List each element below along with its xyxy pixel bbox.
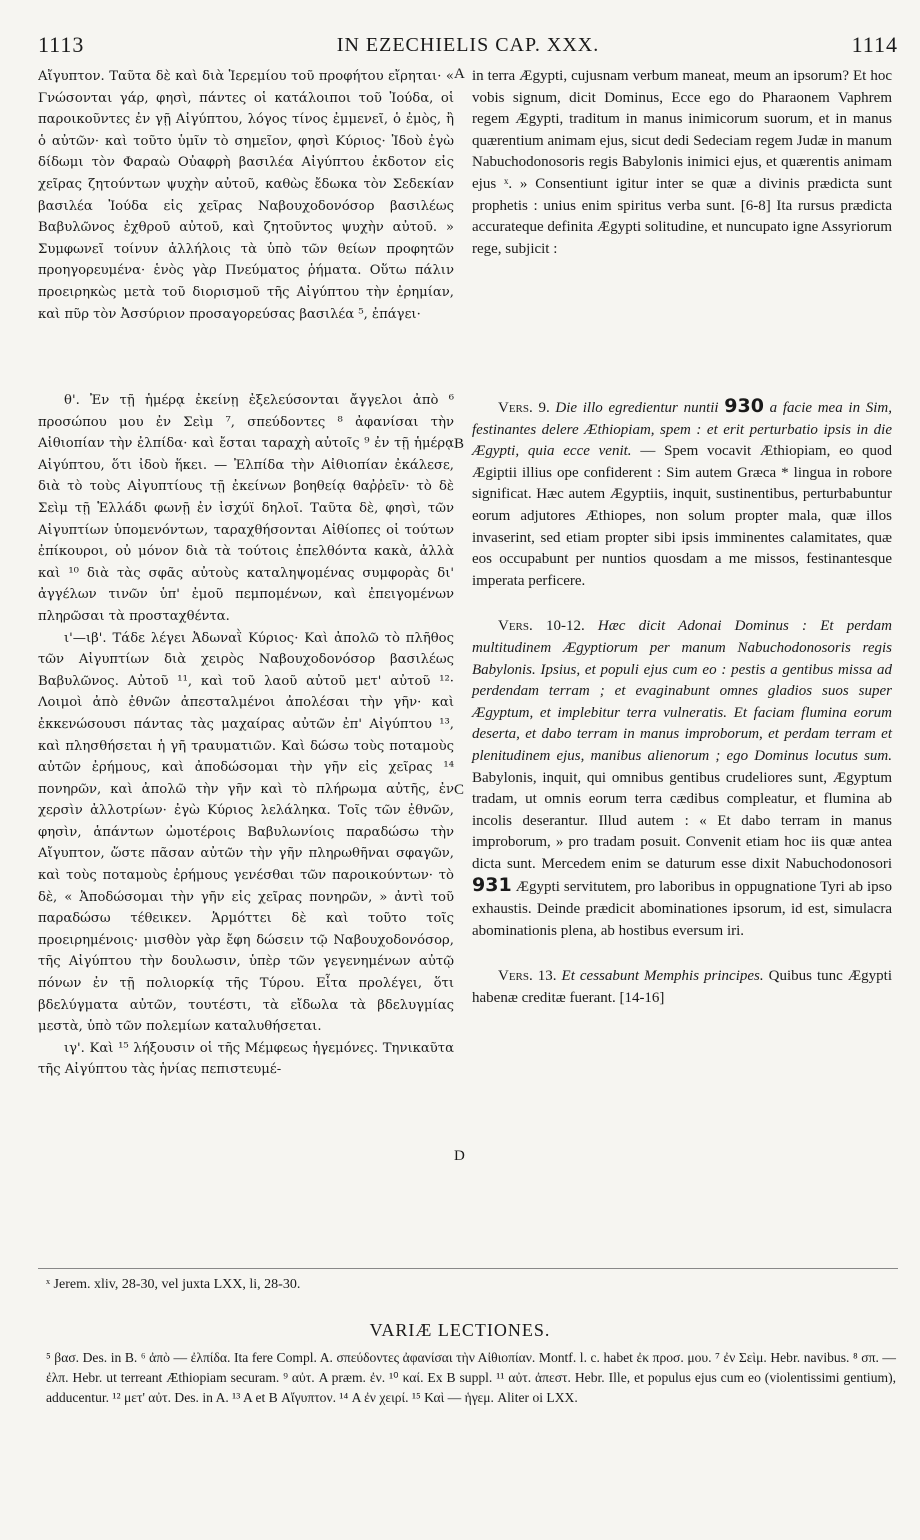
margin-letter-b: B [454,436,465,452]
verse-9-label: Vers. 9. [498,400,550,416]
verse-10-12-label: Vers. 10-12. [498,618,585,635]
greek-verse-9: θ'. Ἐν τῇ ἡμέρᾳ ἐκείνῃ ἐξελεύσονται ἄγγελοι ἀπὸ ⁶ προσώπου μου ἐν Σεὶμ ⁷, σπεύδοντες ⁸ ἀφανίσαι τὴν Αἰθιοπίαν τὴν ἐλπίδα· καὶ ἔσται ταραχὴ αὐτοῖς ⁹ ἐν τῇ ἡμέρᾳ Αἰγύπτου, ὅτι ἰδοὺ ἥκει. — Ἐλπίδα τὴν Αἰθιοπίαν ἐκάλεσε, διὰ τὸ τοὺς Αἰγυπτίους τῇ ἐκείνων βοηθείᾳ θαῤῥεῖν· τὸ δὲ Σεὶμ τῇ Ἑλλάδι φωνῇ ἐν ἰσχύϊ δηλοῖ. Ταῦτα δὲ, φησὶ, τῶν Αἰγυπτίων ὑπομενόντων, ταραχθήσονται Αἰθίοπες οἱ τούτων ἐπίκουροι, οὐ μόνον διὰ τὰ τούτοις ἐπελθόντα κακὰ, ἀλλὰ καὶ ¹⁰ διὰ τὰς σφᾶς αὐτοὺς καταληψομένας συμφορὰς δι' ἀγγέλων τινῶν ὑπ' ἐμοῦ πεμπομένων, καὶ ἐπειγομένων πληρῶσαι τὰ προσταχθέντα. [38,393,454,624]
greek-paragraph-1: Αἴγυπτον. Ταῦτα δὲ καὶ διὰ Ἱερεμίου τοῦ προφήτου εἴρηται· « Γνώσονται γάρ, φησὶ, πάντες οἱ κατάλοιποι τοῦ Ἰούδα, οἱ παροικοῦντες ἐν γῇ Αἰγύπτου, λόγος τίνος ἐμμενεῖ, ὁ ἐμὸς, ἢ ὁ αὐτῶν· καὶ τοῦτο ὑμῖν τὸ σημεῖον, φησὶ Κύριος· Ἰδοὺ ἐγὼ δίδωμι τὸν Φαραὼ Οὐαφρὴ βασιλέα Αἰγύπτου ἐκδοτον εἰς χεῖρας ζητούντων ψυχὴν αὐτοῦ, καθὼς ἔδωκα τὸν Σεδεκίαν βασιλέα Ἰούδα εἰς χεῖρας Ναβουχοδονόσορ βασιλέως Βαβυλῶνος ἐχθροῦ αὐτοῦ, καὶ ζητοῦντος ψυχὴν αὐτοῦ. » Συμφωνεῖ τοίνυν ἀλλήλοις τὰ ὑπὸ τῶν θείων προφητῶν προηγορευμένα· ἑνὸς γὰρ Πνεύματος ῥήματα. Οὕτω πάλιν προειρηκὼς μετὰ τοῦ διορισμοῦ τῆς Αἰγύπτου τὴν ἐρημίαν, καὶ πῦρ τὸν Ἀσσύριον προσαγορεύσας βασιλέα ⁵, ἐπάγει· [38,69,454,322]
left-page-number: 1113 [38,32,85,57]
margin-letter-c: C [454,782,465,798]
footnote: ˣ Jerem. xliv, 28-30, vel juxta LXX, li, 28-30. [46,1277,301,1292]
verse-10-12-commentary: Babylonis, inquit, qui omnibus gentibus crudeliores sunt, Ægyptum tradam, ut omnis eorum terra cædibus compleatur, et flumina ab incolis deserantur. Illud autem : « Et dabo terram in manus improborum, » pro tradam posuit. Convenit etiam hoc iis quæ antea dicta sunt. Mercedem enim se daturum esse dixit Nabuchodonosori [472,769,892,872]
greek-column-top [38,66,454,368]
column-number-931: 931 [472,874,512,897]
verse-9-text: Die illo egredientur nuntii [555,400,719,416]
margin-letter-d: D [454,1148,465,1164]
verse-13-text: Et cessabunt Memphis principes. [561,968,764,985]
latin-column-body [472,396,892,1009]
greek-column-body [38,390,454,1081]
verse-13-commentary: Quibus tunc Ægypti habenæ creditæ fuerant. [14-16] [472,968,893,1006]
running-title: IN EZECHIELIS CAP. XXX. [336,34,600,56]
variae-lectiones-text: ⁵ βασ. Des. in B. ⁶ ἀπὸ — ἐλπίδα. Ita fere Compl. A. σπεύδοντες ἀφανίσαι τὴν Αἰθιοπίαν. Montf. l. c. habet ἐκ προσ. μου. ⁷ ἐν Σεὶμ. Hebr. navibus. ⁸ σπ. — ἐλπ. Hebr. ut terreant Æthiopiam securam. ⁹ αὐτ. A præm. ἐν. ¹⁰ καί. Ex B suppl. ¹¹ αὐτ. ἀπεστ. Hebr. Ille, et populus ejus cum eo (violentissimi gentium), adducentur. ¹² μετ' αὐτ. Des. in A. ¹³ A et B Αἴγυπτον. ¹⁴ A ἐν χειρί. ¹⁵ Καὶ — ἡγεμ. Aliter oi LXX. [46,1350,896,1405]
latin-verse-10-12 [472,616,892,942]
right-page-number: 1114 [851,32,898,57]
margin-letter-a: A [454,66,465,82]
verse-10-12-text: Hæc dicit Adonai Dominus : Et perdam multitudinem Ægyptiorum per manum Nabuchodonosoris regis Babylonis. Ipsius, et populi ejus cum eo : pestis a gentibus missa ad perdendam terram ; et evaginabunt omnes gladios suos super Ægyptum, et implebitur terra vulneratis. Et faciam flumina eorum deserta, et dabo terram in manus improborum, et perdam terram et plenitudinem ejus, manibus alienorum ; ego Dominus locutus sum. [472,618,892,764]
footnote-rule [38,1268,898,1269]
verse-9-commentary: — Spem vocavit Æthiopiam, eo quod Ægiptii illius ope confiderent : Sim autem Græca * lingua in robore significat. Hæc autem Ægyptiis, inquit, sustinentibus, perturbabuntur eorum adjutores Æthiopes, non solum propter mala, quæ illos invaserint, sed etiam propter sibi ipsis imminentes calamitates, quæ eos occupabunt per nuntios quosdam a me missos, festinantesque imperata perficere. [472,443,893,589]
latin-verse-13 [472,966,892,1009]
greek-verse-10-12: ι'—ιβ'. Τάδε λέγει Ἀδωναῒ Κύριος· Καὶ ἀπολῶ τὸ πλῆθος τῶν Αἰγυπτίων διὰ χειρὸς Ναβουχοδονόσορ βασιλέως Βαβυλῶνος. Αὐτοῦ ¹¹, καὶ τοῦ λαοῦ αὐτοῦ μετ' αὐτοῦ ¹²· Λοιμοὶ ἀπὸ ἐθνῶν ἀπεσταλμένοι ἀπολέσαι τὴν γῆν· καὶ ἐκκενώσουσι πάντας τὰς μαχαίρας αὐτῶν ἐπ' Αἰγύπτου ¹³, καὶ πλησθήσεται ἡ γῆ τραυματιῶν. Καὶ δώσω τοὺς ποταμοὺς αὐτῶν ἐρήμους, καὶ ἀποδώσομαι τὴν γῆν εἰς χεῖρας ¹⁴ πονηρῶν, καὶ ἀπολῶ τὴν γῆν καὶ τὸ πλήρωμα αὐτῆς, ἐν χερσὶν ἀλλοτρίων· ἐγὼ Κύριος λελάληκα. Τοῖς τῶν ἐθνῶν, φησὶν, ἁπάντων ὠμοτέροις Βαβυλωνίοις παραδώσω τὴν Αἴγυπτον, ὥστε πᾶσαν αὐτῶν τὴν γῆν πληρωθῆναι σφαγῶν, καὶ τοὺς ποταμοὺς ἐρήμους γενέσθαι τῶν παροικούντων· τὸ δὲ, « Ἀποδώσομαι τὴν γῆν εἰς χεῖρας πονηρῶν, » ἀντὶ τοῦ παραδώσω τέθεικεν. Ἁρμόττει δὲ καὶ τοῦτο τοῖς προειρημένοις· μισθὸν γὰρ ἔφη δώσειν τῷ Ναβουχοδονόσορ, τῆς Αἰγύπτου τὴν δουλωσιν, ὑπὲρ τῶν γεγενημένων αὐτῷ πόνων ἐν τῇ πολιορκίᾳ τῆς Τύρου. Εἶτα προλέγει, ὅτι βδελύγματα αὐτῶν, τουτέστι, τὰ εἴδωλα τὰ βδελυγμίας μεστὰ, ὑπὸ τῶν πολεμίων καταλυθήσεται. [38,630,454,1035]
latin-paragraph-1: in terra Ægypti, cujusnam verbum maneat, meum an ipsorum? Et hoc vobis signum, dicit Dominus, Ecce ego do Pharaonem Vaphrem regem Ægypti, traditum in manus inimicorum suorum, et in manus quærentium animam ejus, sicut dedi Sedeciam regem Judæ in manum Nabuchodonosoris regis Babylonis inimici ejus, et quærentis animam ejus ˣ. » Consentiunt igitur inter se quæ a divinis prædicta sunt prophetis : unius enim spiritus verba sunt. [6-8] Ita rursus prædicta accurateque definita Ægypti solitudine, et nuncupato igne Assyriorum rege, subjicit : [472,68,892,257]
verse-13-label: Vers. 13. [498,968,557,985]
running-header [38,32,898,62]
verse-10-12-commentary-cont: Ægypti servitutem, pro laboribus in oppugnatione Tyri ab ipso exhaustis. Deinde prædicit abominationes ipsorum, id est, simulacra abominationis plena, ab hostibus eversum iri. [472,879,892,939]
verse-9-text-cont: a facie mea in Sim, festinantes delere Æthiopiam, spem : et erit perturbatio ipsis in die Ægypti, quia ecce venit. [472,400,893,460]
latin-column-top [472,66,892,260]
column-number-930: 930 [724,395,764,417]
variae-lectiones-title: VARIÆ LECTIONES. [369,1320,551,1340]
greek-verse-13: ιγ'. Καὶ ¹⁵ λήξουσιν οἱ τῆς Μέμφεως ἡγεμόνες. Τηνικαῦτα τῆς Αἰγύπτου τὰς ἡνίας πεπιστευμέ- [38,1040,454,1078]
latin-verse-9 [472,396,892,592]
